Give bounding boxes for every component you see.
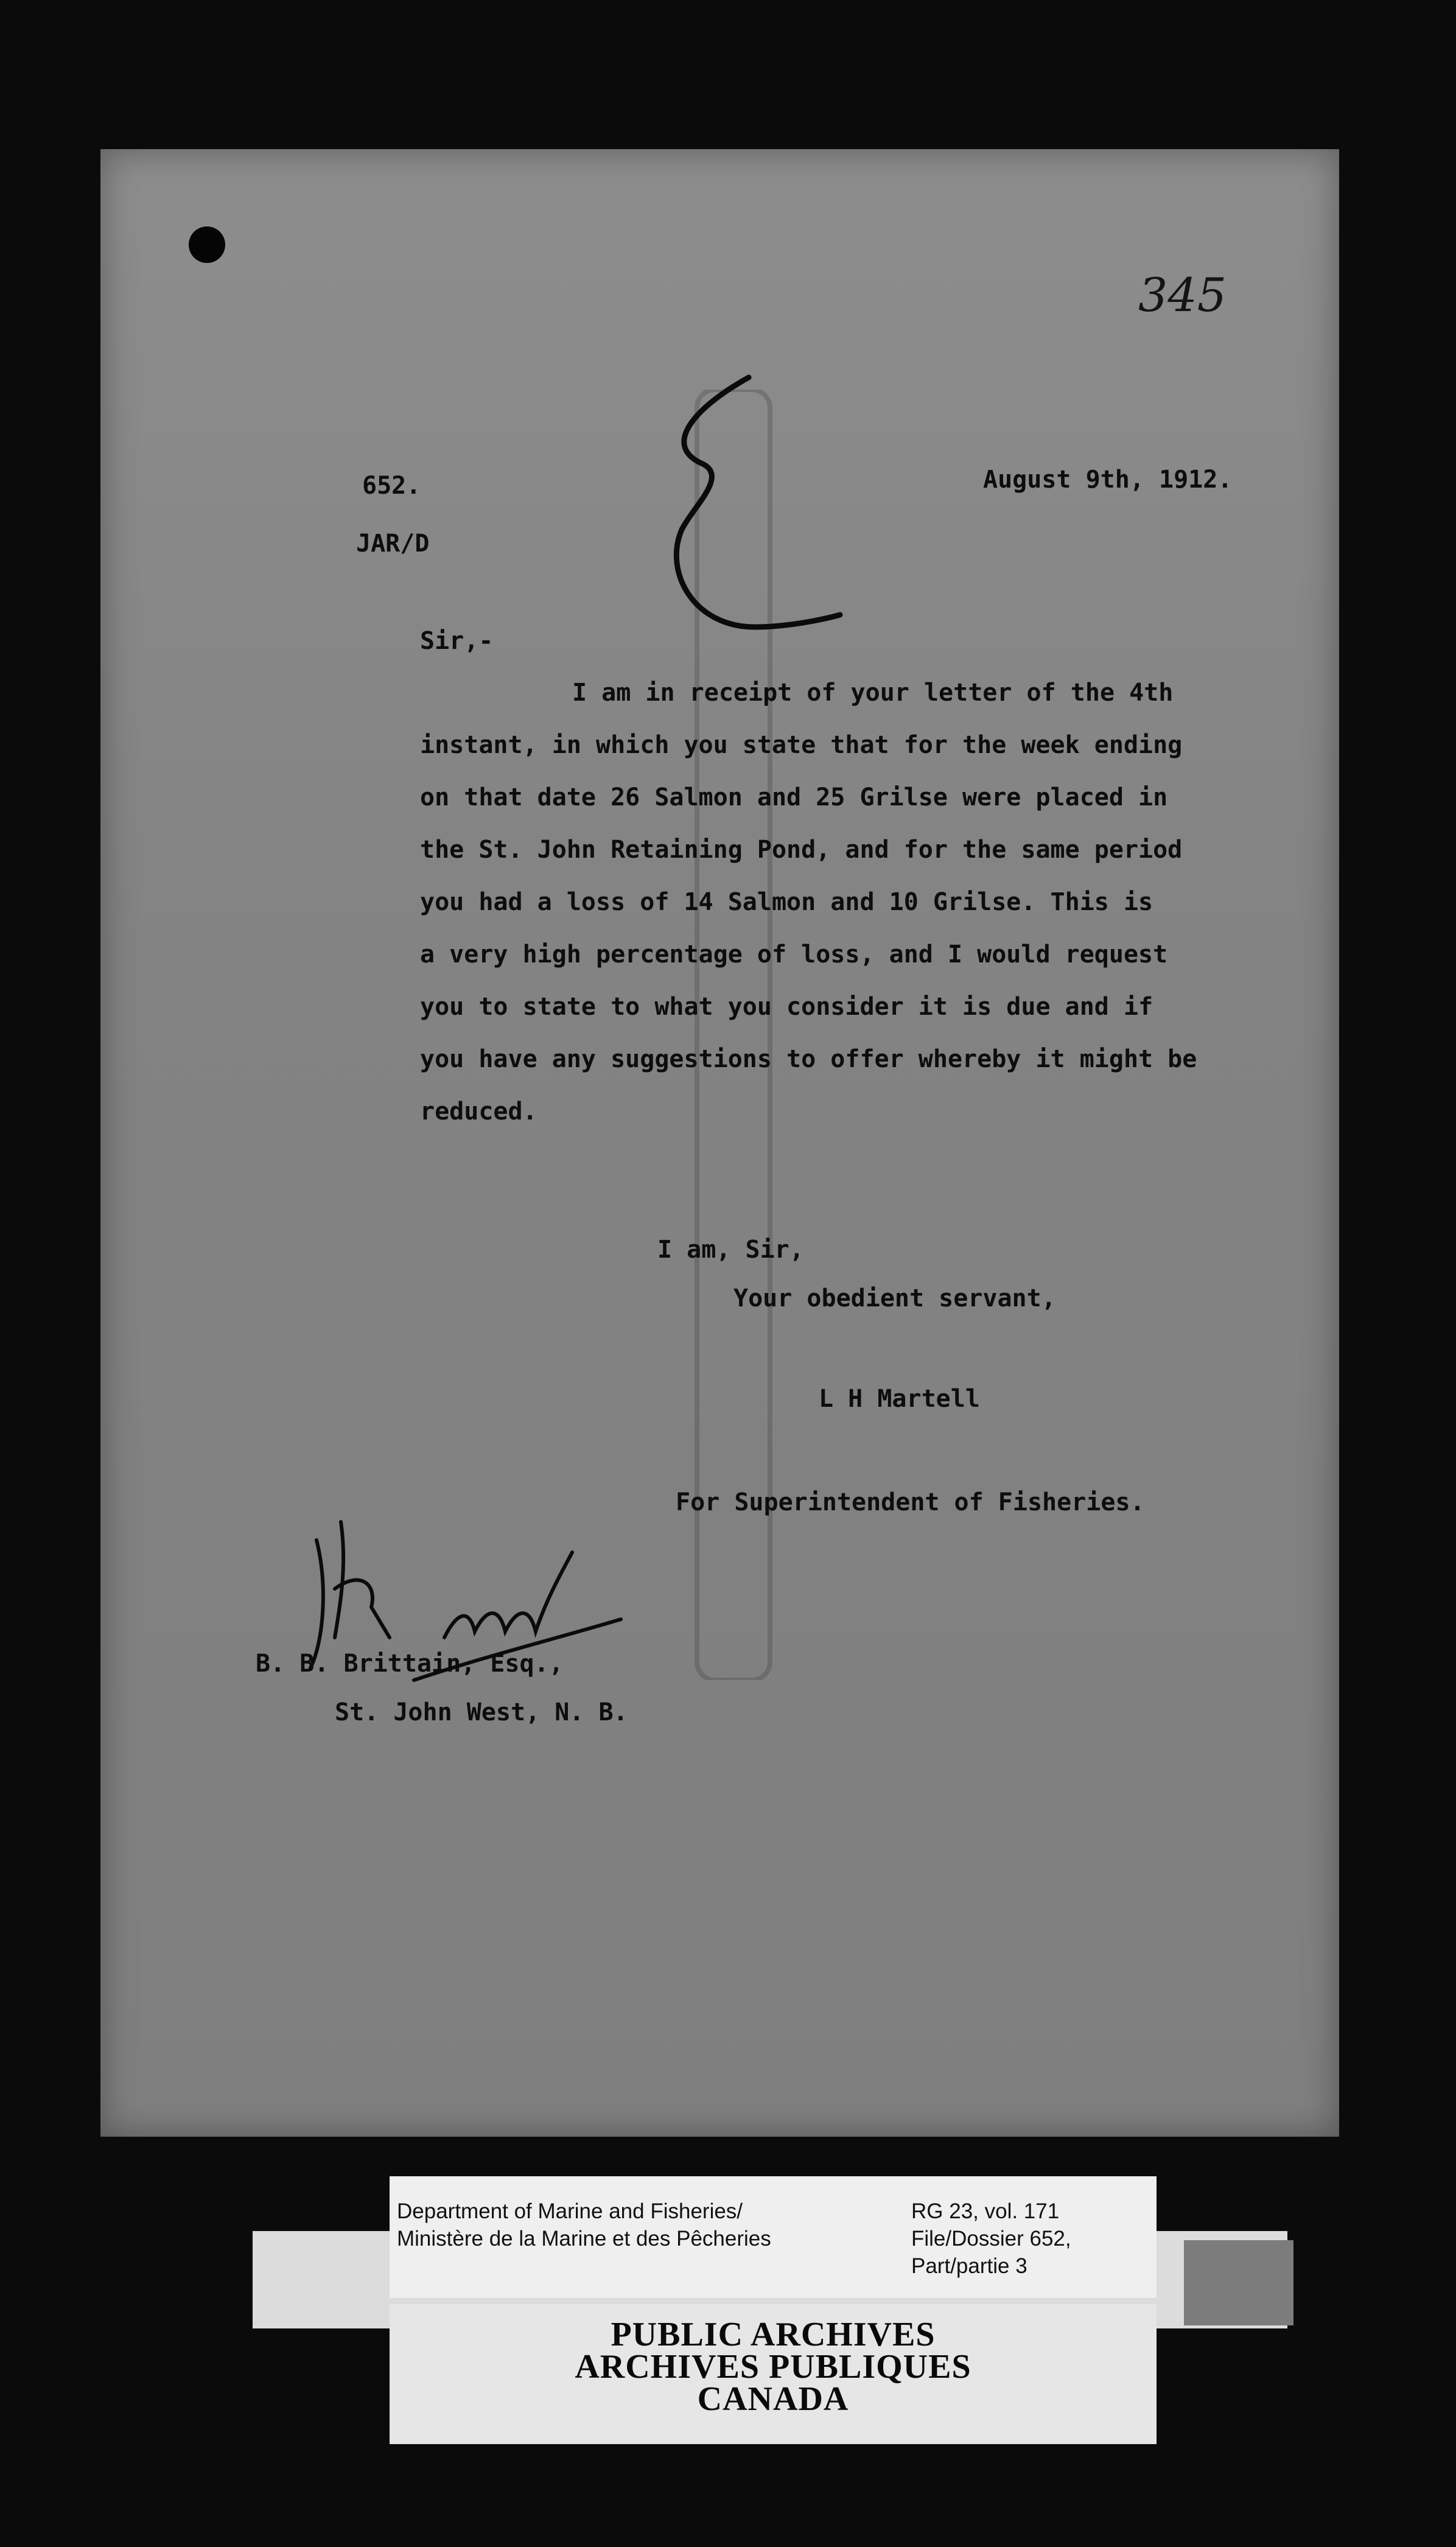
addressee-name: B. B. Brittain, Esq., bbox=[256, 1650, 564, 1678]
body-line: you to state to what you consider it is due and if bbox=[420, 993, 1153, 1021]
handwritten-initials bbox=[304, 1516, 645, 1711]
file-dossier: File/Dossier 652, bbox=[911, 2227, 1071, 2251]
archive-label-edge bbox=[1184, 2240, 1293, 2325]
complimentary-close: Your obedient servant, bbox=[733, 1284, 1056, 1312]
body-line: instant, in which you state that for the week ending bbox=[420, 731, 1183, 759]
body-line: I am in receipt of your letter of the 4th bbox=[572, 679, 1174, 707]
closing-line: I am, Sir, bbox=[657, 1236, 804, 1264]
department-english: Department of Marine and Fisheries/ bbox=[397, 2199, 743, 2223]
signer-name: L H Martell bbox=[819, 1385, 980, 1413]
archives-english: PUBLIC ARCHIVES bbox=[611, 2316, 936, 2353]
punch-hole bbox=[189, 226, 225, 263]
addressee-location: St. John West, N. B. bbox=[335, 1698, 628, 1726]
part-partie: Part/partie 3 bbox=[911, 2254, 1027, 2278]
file-reference: 652. bbox=[362, 472, 421, 500]
archives-country: CANADA bbox=[697, 2380, 849, 2418]
page-number: 345 bbox=[1138, 268, 1227, 322]
signer-title: For Superintendent of Fisheries. bbox=[676, 1488, 1145, 1516]
body-line: you have any suggestions to offer whereby it might be bbox=[420, 1045, 1197, 1073]
letter-body bbox=[420, 667, 1260, 1138]
typist-initials: JAR/D bbox=[356, 530, 430, 558]
body-line: reduced. bbox=[420, 1098, 537, 1126]
department-french: Ministère de la Marine et des Pêcheries bbox=[397, 2227, 771, 2251]
handwritten-mark bbox=[657, 371, 852, 657]
record-group: RG 23, vol. 171 bbox=[911, 2199, 1060, 2223]
letter-date: August 9th, 1912. bbox=[983, 466, 1233, 494]
body-line: on that date 26 Salmon and 25 Grilse were placed in bbox=[420, 783, 1168, 811]
body-line: you had a loss of 14 Salmon and 10 Grilse. This is bbox=[420, 888, 1153, 916]
body-line: the St. John Retaining Pond, and for the same period bbox=[420, 836, 1183, 864]
salutation: Sir,- bbox=[420, 627, 494, 655]
archives-french: ARCHIVES PUBLIQUES bbox=[575, 2348, 971, 2386]
body-line: a very high percentage of loss, and I would request bbox=[420, 941, 1168, 969]
